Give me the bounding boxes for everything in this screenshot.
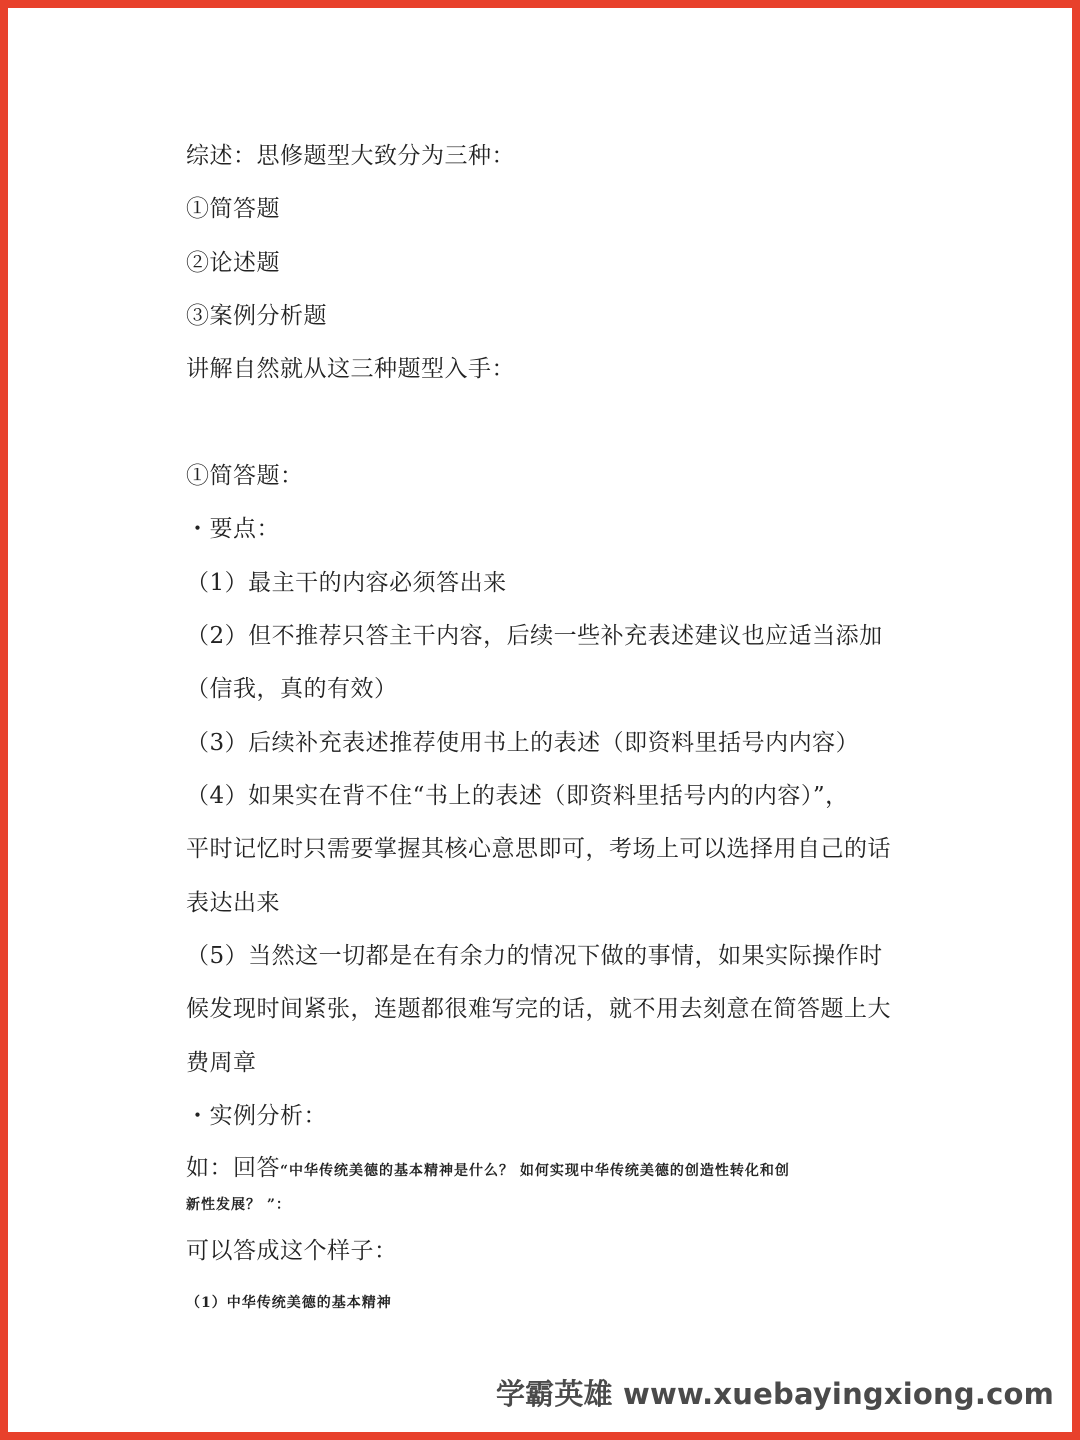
section-heading: ①简答题： [186,463,304,489]
answer-item-1: （1）中华传统美德的基本精神 [186,1295,392,1311]
point-4-cont2: 表达出来 [186,890,280,916]
point-1: （1）最主干的内容必须答出来 [186,570,507,596]
point-4-cont: 平时记忆时只需要掌握其核心意思即可，考场上可以选择用自己的话 [186,836,891,862]
answer-intro: 可以答成这个样子： [186,1238,398,1264]
point-2-note: （信我，真的有效） [186,676,398,702]
document-page [8,8,1072,1432]
example-prefix: 如：回答 [186,1155,280,1181]
example-question [186,1153,790,1186]
point-3: （3）后续补充表述推荐使用书上的表述（即资料里括号内内容） [186,730,860,756]
site-watermark: 学霸英雄 www.xuebayingxiong.com [495,1377,1054,1411]
point-5-cont: 候发现时间紧张，连题都很难写完的话，就不用去刻意在简答题上大 [186,996,891,1022]
point-4: （4）如果实在背不住“书上的表述（即资料里括号内的内容）”， [186,783,849,809]
overview-line: 综述：思修题型大致分为三种： [186,143,515,169]
type-2-line: ②论述题 [186,250,280,276]
type-3-line: ③案例分析题 [186,303,327,329]
example-quote-cont: 新性发展？ ”： [186,1197,291,1213]
intro-line: 讲解自然就从这三种题型入手： [186,356,515,382]
example-quote: “中华传统美德的基本精神是什么？ 如何实现中华传统美德的创造性转化和创 [280,1163,790,1179]
point-5-cont2: 费周章 [186,1050,257,1076]
point-2: （2）但不推荐只答主干内容，后续一些补充表述建议也应适当添加 [186,623,883,649]
key-points-heading: ・要点： [186,516,280,542]
point-5: （5）当然这一切都是在有余力的情况下做的事情，如果实际操作时 [186,943,883,969]
type-1-line: ①简答题 [186,196,280,222]
example-heading: ・实例分析： [186,1103,327,1129]
